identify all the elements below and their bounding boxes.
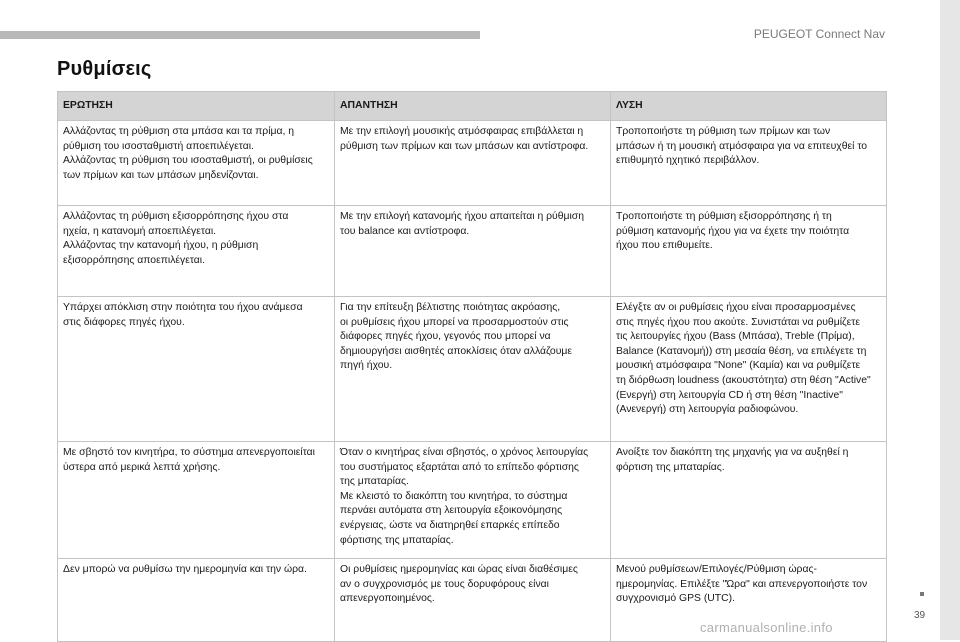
answer-text: Με την επιλογή μουσικής ατμόσφαιρας επιβάλλεται η ρύθμιση των πρίμων και των μπάσων και αντίστροφα. xyxy=(340,126,589,152)
solution-text: Τροποποιήστε τη ρύθμιση εξισορρόπησης ή τη ρύθμιση κατανομής ήχου για να έχετε την ποιότητα ήχου που επιθυμείτε. xyxy=(616,211,850,252)
page-title: Ρυθμίσεις xyxy=(57,58,152,80)
question-text: Αλλάζοντας τη ρύθμιση στα μπάσα και τα πρίμα, η ρύθμιση του ισοσταθμιστή αποεπιλέγεται. Αλλάζοντας τη ρύθμιση του ισοσταθμιστή, οι ρυθμίσεις των πρίμων και των μπάσων μηδενίζονται. xyxy=(63,126,313,181)
solution-cell xyxy=(611,121,887,206)
brand-header: PEUGEOT Connect Nav xyxy=(753,27,885,41)
question-cell xyxy=(58,297,335,442)
right-edge-strip xyxy=(940,0,960,640)
solution-text: Ανοίξτε τον διακόπτη της μηχανής για να αυξηθεί η φόρτιση της μπαταρίας. xyxy=(616,447,849,473)
solution-cell xyxy=(611,442,887,559)
question-cell xyxy=(58,559,335,642)
solution-text: Μενού ρυθμίσεων/Επιλογές/Ρύθμιση ώρας- ημερομηνίας. Επιλέξτε "Ώρα" και απενεργοποιήστε τον συγχρονισμό GPS (UTC). xyxy=(616,564,868,605)
table-header-row xyxy=(58,92,887,121)
answer-text: Οι ρυθμίσεις ημερομηνίας και ώρας είναι διαθέσιμες αν ο συγχρονισμός με τους δορυφόρους είναι απενεργοποιημένος. xyxy=(340,564,578,605)
column-header-question: ΕΡΩΤΗΣΗ xyxy=(58,92,335,121)
table-row xyxy=(58,297,887,442)
table-row xyxy=(58,442,887,559)
answer-cell xyxy=(335,442,611,559)
table-row xyxy=(58,121,887,206)
answer-cell xyxy=(335,297,611,442)
question-text: Αλλάζοντας τη ρύθμιση εξισορρόπησης ήχου στα ηχεία, η κατανομή αποεπιλέγεται. Αλλάζοντας την κατανομή ήχου, η ρύθμιση εξισορρόπησης αποεπιλέγεται. xyxy=(63,211,289,266)
question-cell xyxy=(58,206,335,297)
answer-text: Για την επίτευξη βέλτιστης ποιότητας ακρόασης, οι ρυθμίσεις ήχου μπορεί να προσαρμοστούν στις διάφορες πηγές ήχου, γεγονός που μπορεί να δημιουργήσει αισθητές αποκλίσεις όταν αλλάζουμε πηγή ήχου. xyxy=(340,302,573,372)
page-number: 39 xyxy=(914,610,926,621)
answer-text: Με την επιλογή κατανομής ήχου απαιτείται η ρύθμιση του balance και αντίστροφα. xyxy=(340,211,584,237)
watermark: carmanualsonline.info xyxy=(700,620,833,635)
solution-text: Ελέγξτε αν οι ρυθμίσεις ήχου είναι προσαρμοσμένες στις πηγές ήχου που ακούτε. Συνιστάται να ρυθμίζετε τις λειτουργίες ήχου (Bass (Μπάσα), Treble (Πρίμα), Balance (Κατανομή)) στη μεσαία θέση, να επιλέγετε τη μουσική ατμόσφαιρα "None" (Καμία) και να ρυθμίζετε τη διόρθωση loudness (ακουστότητα) στη θέση "Active" (Ενεργή) στη λειτουργία CD ή στη θέση "Inactive" (Ανενεργή) στη λειτουργία ραδιοφώνου. xyxy=(616,302,871,416)
answer-text: Όταν ο κινητήρας είναι σβηστός, ο χρόνος λειτουργίας του συστήματος εξαρτάται από το επίπεδο φόρτισης της μπαταρίας. Με κλειστό το διακόπτη του κινητήρα, το σύστημα περνάει αυτόματα στη λειτουργία εξοικονόμησης ενέργειας, ώστε να διατηρηθεί επαρκές επίπεδο φόρτισης της μπαταρίας. xyxy=(340,447,589,546)
answer-cell xyxy=(335,121,611,206)
table-row xyxy=(58,206,887,297)
question-text: Υπάρχει απόκλιση στην ποιότητα του ήχου ανάμεσα στις διάφορες πηγές ήχου. xyxy=(63,302,303,328)
solution-text: Τροποποιήστε τη ρύθμιση των πρίμων και των μπάσων ή τη μουσική ατμόσφαιρα για να επιτευχθεί το επιθυμητό ηχητικό περιβάλλον. xyxy=(616,126,868,167)
question-cell xyxy=(58,121,335,206)
solution-cell xyxy=(611,206,887,297)
question-cell xyxy=(58,442,335,559)
faq-table xyxy=(57,91,887,642)
column-header-answer: ΑΠΑΝΤΗΣΗ xyxy=(335,92,611,121)
page-marker-square xyxy=(920,592,924,596)
answer-cell xyxy=(335,559,611,642)
question-text: Με σβηστό τον κινητήρα, το σύστημα απενεργοποιείται ύστερα από μερικά λεπτά χρήσης. xyxy=(63,447,315,473)
top-decorative-bar xyxy=(0,31,480,39)
solution-cell xyxy=(611,297,887,442)
question-text: Δεν μπορώ να ρυθμίσω την ημερομηνία και την ώρα. xyxy=(63,564,307,575)
column-header-solution: ΛΥΣΗ xyxy=(611,92,887,121)
answer-cell xyxy=(335,206,611,297)
